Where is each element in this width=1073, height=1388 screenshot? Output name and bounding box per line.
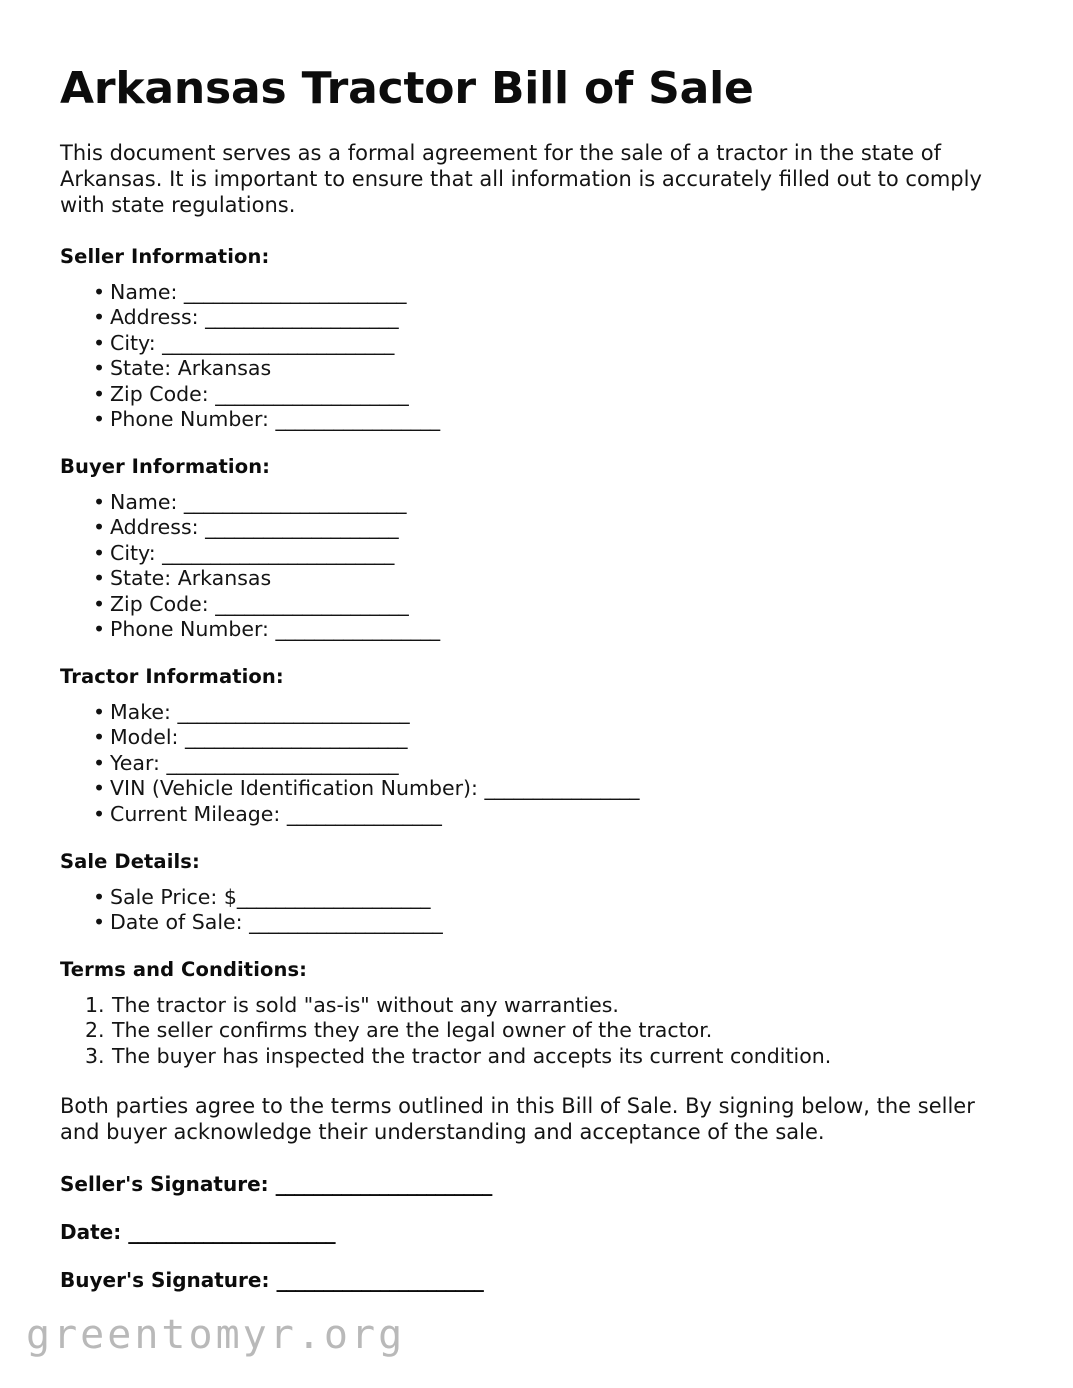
field-buyer-zip-code bbox=[60, 592, 1020, 618]
field-seller-city bbox=[60, 331, 1020, 357]
term-item: The tractor is sold "as-is" without any warranties. bbox=[112, 992, 619, 1017]
field-buyer-address bbox=[60, 515, 1020, 541]
seller-information-fields bbox=[60, 280, 1020, 433]
field-label: Model: bbox=[110, 725, 179, 750]
field-value: Arkansas bbox=[177, 566, 272, 591]
field-blank[interactable]: ________________________ bbox=[162, 540, 394, 565]
field-label: Name: bbox=[110, 279, 178, 304]
field-label: Zip Code: bbox=[110, 381, 209, 406]
field-label: Phone Number: bbox=[110, 617, 269, 642]
field-blank[interactable]: ____________________ bbox=[249, 910, 443, 935]
field-blank[interactable]: ________________ bbox=[286, 802, 442, 826]
intro-paragraph: This document serves as a formal agreement for the sale of a tractor in the state of Arkansas. It is important to ensure that all information is accurately filled out to comply with state regulations. bbox=[60, 141, 982, 217]
field-seller-phone-number bbox=[60, 407, 1020, 433]
field-label: State: bbox=[110, 566, 172, 591]
field-label: Zip Code: bbox=[110, 591, 209, 616]
field-date-of-sale bbox=[60, 910, 1020, 936]
field-blank[interactable]: ________________________ bbox=[166, 750, 399, 775]
field-label: City: bbox=[110, 330, 156, 355]
field-blank[interactable]: ____________________ bbox=[215, 591, 409, 616]
field-buyer-city bbox=[60, 541, 1020, 567]
field-label: State: bbox=[110, 356, 172, 381]
field-blank[interactable]: ____________________ bbox=[215, 381, 409, 406]
field-label: Address: bbox=[110, 515, 199, 540]
field-tractor-vin bbox=[60, 776, 1020, 802]
terms-and-conditions-list bbox=[60, 993, 1020, 1070]
field-seller-state bbox=[60, 356, 1020, 382]
signature-label: Buyer's Signature: bbox=[60, 1267, 270, 1292]
site-watermark: greentomyr.org bbox=[26, 1312, 406, 1358]
field-blank[interactable]: ____________________ bbox=[205, 305, 399, 330]
field-blank[interactable]: ________________ bbox=[484, 776, 639, 801]
field-buyer-phone-number bbox=[60, 617, 1020, 643]
field-label: Address: bbox=[110, 305, 199, 330]
field-blank[interactable]: ________________________ bbox=[177, 699, 410, 724]
field-label: Year: bbox=[110, 750, 160, 775]
signature-label: Seller's Signature: bbox=[60, 1171, 269, 1196]
field-tractor-model bbox=[60, 725, 1020, 751]
signature-date-line bbox=[60, 1220, 1020, 1244]
field-label: Date of Sale: bbox=[110, 910, 243, 935]
field-blank[interactable]: ____________________ bbox=[205, 515, 399, 540]
seller-information-heading: Seller Information: bbox=[60, 244, 270, 268]
field-blank[interactable]: _________________ bbox=[275, 407, 440, 432]
field-value: Arkansas bbox=[177, 356, 272, 381]
signature-label: Date: bbox=[60, 1219, 122, 1244]
term-item: The seller confirms they are the legal owner of the tractor. bbox=[112, 1018, 713, 1043]
sale-details-heading: Sale Details: bbox=[60, 849, 200, 873]
buyer-information-fields bbox=[60, 490, 1020, 643]
field-blank[interactable]: _______________________ bbox=[183, 489, 406, 514]
tractor-information-fields bbox=[60, 700, 1020, 828]
signature-blank[interactable]: _______________________ bbox=[275, 1171, 492, 1196]
buyer-signature-line bbox=[60, 1268, 1020, 1292]
sale-details-fields bbox=[60, 885, 1020, 936]
field-tractor-current-mileage bbox=[60, 802, 1020, 828]
field-label: Name: bbox=[110, 489, 178, 514]
field-buyer-name bbox=[60, 490, 1020, 516]
signature-blank[interactable]: ______________________ bbox=[276, 1267, 484, 1292]
field-sale-price bbox=[60, 885, 1020, 911]
field-blank[interactable]: ____________________ bbox=[236, 884, 430, 909]
buyer-information-heading: Buyer Information: bbox=[60, 454, 271, 478]
signature-blank[interactable]: ______________________ bbox=[128, 1219, 336, 1244]
field-blank[interactable]: _________________ bbox=[275, 617, 440, 642]
field-seller-address bbox=[60, 305, 1020, 331]
closing-statement: Both parties agree to the terms outlined in this Bill of Sale. By signing below, the seller and buyer acknowledge their understanding and acceptance of the sale. bbox=[60, 1094, 975, 1144]
terms-and-conditions-heading: Terms and Conditions: bbox=[60, 957, 308, 981]
field-buyer-state bbox=[60, 566, 1020, 592]
field-tractor-year bbox=[60, 751, 1020, 777]
field-seller-name bbox=[60, 280, 1020, 306]
field-label: VIN (Vehicle Identification Number): bbox=[110, 776, 478, 801]
field-label: Current Mileage: bbox=[110, 802, 281, 826]
field-label: City: bbox=[110, 540, 156, 565]
term-item: The buyer has inspected the tractor and accepts its current condition. bbox=[112, 1044, 832, 1069]
field-seller-zip-code bbox=[60, 382, 1020, 408]
field-blank[interactable]: ________________________ bbox=[162, 330, 394, 355]
tractor-information-heading: Tractor Information: bbox=[60, 664, 284, 688]
field-blank[interactable]: _______________________ bbox=[185, 725, 407, 750]
seller-signature-line bbox=[60, 1172, 1020, 1196]
document-content bbox=[60, 64, 1020, 1316]
field-blank[interactable]: _______________________ bbox=[183, 279, 406, 304]
field-label: Make: bbox=[110, 699, 171, 724]
field-label: Sale Price: $ bbox=[110, 884, 237, 909]
field-tractor-make bbox=[60, 700, 1020, 726]
page-title: Arkansas Tractor Bill of Sale bbox=[60, 63, 754, 114]
field-label: Phone Number: bbox=[110, 407, 269, 432]
